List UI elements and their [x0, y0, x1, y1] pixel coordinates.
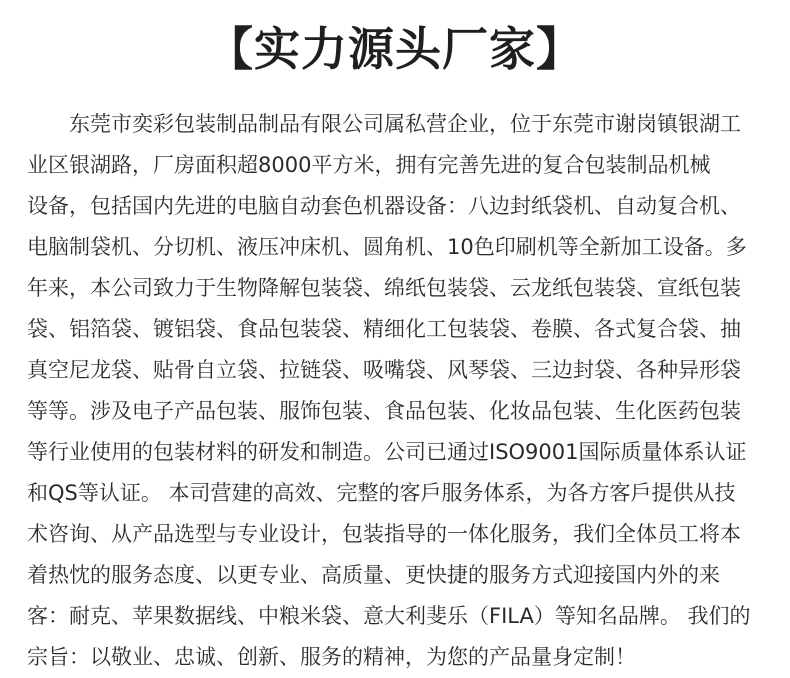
company-description [27, 104, 767, 678]
paragraph-line: 真空尼龙袋、贴骨自立袋、拉链袋、吸嘴袋、风琴袋、三边封袋、各种异形袋 [27, 358, 741, 382]
paragraph-line: 电脑制袋机、分切机、液压冲床机、圆角机、10色印刷机等全新加工设备。多 [27, 235, 747, 259]
paragraph-line: 等行业使用的包装材料的研发和制造。公司已通过ISO9001国际质量体系认证 [27, 440, 747, 464]
paragraph-line: 业区银湖路，厂房面积超8000平方米，拥有完善先进的复合包装制品机械 [27, 153, 711, 177]
paragraph-line: 和QS等认证。 本司营建的高效、完整的客戶服务体系，为各方客戶提供从技 [27, 481, 736, 505]
paragraph-line: 宗旨：以敬业、忠诚、创新、服务的精神，为您的产品量身定制！ [27, 645, 636, 669]
paragraph-line: 年来，本公司致力于生物降解包装袋、绵纸包装袋、云龙纸包装袋、宣纸包装 [27, 276, 741, 300]
paragraph-line: 着热忱的服务态度、以更专业、高质量、更快捷的服务方式迎接国内外的来 [27, 563, 720, 587]
paragraph-line: 设备，包括国内先进的电脑自动套色机器设备：八边封纸袋机、自动复合机、 [27, 194, 741, 218]
page-title: 【实力源头厂家】 [207, 22, 583, 76]
paragraph-line: 术咨询、从产品选型与专业设计，包装指导的一体化服务，我们全体员工将本 [27, 522, 741, 546]
paragraph-line: 客：耐克、苹果数据线、中粮米袋、意大利斐乐（FILA）等知名品牌。 我们的 [27, 604, 751, 628]
paragraph-line: 东莞市奕彩包装制品制品有限公司属私营企业，位于东莞市谢岗镇银湖工 [69, 112, 741, 136]
paragraph-line: 等等。涉及电子产品包装、服饰包装、食品包装、化妆品包装、生化医药包装 [27, 399, 741, 423]
paragraph-line: 袋、铝箔袋、镀铝袋、食品包装袋、精细化工包装袋、卷膜、各式复合袋、抽 [27, 317, 741, 341]
